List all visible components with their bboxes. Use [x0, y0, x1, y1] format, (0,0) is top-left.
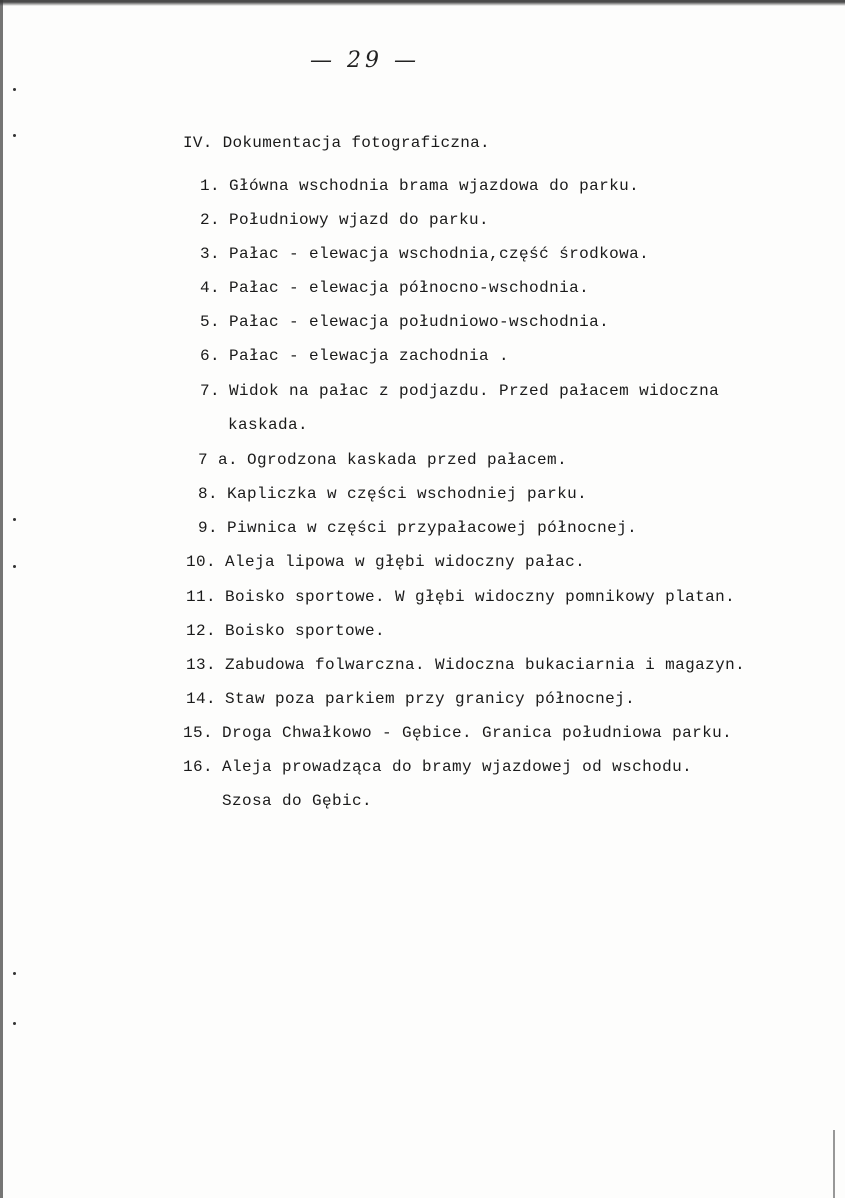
list-item-text: Pałac - elewacja północno-wschodnia.	[229, 279, 590, 297]
list-item-text: Ogrodzona kaskada przed pałacem.	[247, 451, 568, 469]
list-item-text: Kapliczka w części wschodniej parku.	[227, 485, 588, 503]
list-item-number: 2.	[200, 211, 221, 229]
list-item	[200, 347, 509, 365]
list-item-text: Pałac - elewacja zachodnia .	[229, 347, 510, 365]
list-item-continuation: Szosa do Gębic.	[222, 792, 373, 810]
list-item	[200, 279, 589, 297]
list-item-text: Zabudowa folwarczna. Widoczna bukaciarnia i magazyn.	[225, 656, 746, 674]
list-item-number: 6.	[200, 347, 221, 365]
list-item-continuation: kaskada.	[228, 416, 309, 434]
list-item-text: Droga Chwałkowo - Gębice. Granica południowa parku.	[222, 724, 733, 742]
list-item-number: 3.	[200, 245, 221, 263]
scan-left-edge	[0, 0, 3, 1198]
list-item-number: 4.	[200, 279, 221, 297]
list-item-number: 11.	[186, 588, 217, 606]
list-item-number: 14.	[186, 690, 217, 708]
list-item-number: 8.	[198, 485, 219, 503]
list-item-text: Boisko sportowe.	[225, 622, 386, 640]
scan-speck	[13, 1022, 16, 1025]
scan-speck	[13, 518, 16, 521]
list-item	[198, 519, 637, 537]
list-item-number: 7 a.	[198, 451, 239, 469]
scan-speck	[13, 565, 16, 568]
list-item	[186, 656, 745, 674]
list-item	[200, 211, 489, 229]
list-item-text: Pałac - elewacja wschodnia,część środkowa.	[229, 245, 650, 263]
list-item-text: Pałac - elewacja południowo-wschodnia.	[229, 313, 610, 331]
list-item	[200, 382, 719, 400]
list-item-number: 16.	[183, 758, 214, 776]
scan-speck	[13, 88, 16, 91]
list-item	[200, 177, 639, 195]
list-item-number: 10.	[186, 553, 217, 571]
scan-speck	[13, 134, 16, 137]
list-item	[186, 553, 585, 571]
list-item-text: Aleja lipowa w głębi widoczny pałac.	[225, 553, 586, 571]
scan-speck	[13, 972, 16, 975]
list-item-text: Boisko sportowe. W głębi widoczny pomnikowy platan.	[225, 588, 736, 606]
list-item-text: Główna wschodnia brama wjazdowa do parku.	[229, 177, 640, 195]
list-item-text: Aleja prowadząca do bramy wjazdowej od wschodu.	[222, 758, 693, 776]
list-item-number: 9.	[198, 519, 219, 537]
list-item	[198, 485, 587, 503]
list-item	[183, 758, 692, 776]
list-item-number: 7.	[200, 382, 221, 400]
list-item	[186, 690, 635, 708]
list-item-number: 13.	[186, 656, 217, 674]
list-item	[198, 451, 567, 469]
list-item	[183, 724, 732, 742]
list-item-number: 1.	[200, 177, 221, 195]
list-item	[200, 313, 609, 331]
list-item	[186, 588, 735, 606]
list-item-text: Staw poza parkiem przy granicy północnej.	[225, 690, 636, 708]
list-item-number: 12.	[186, 622, 217, 640]
list-item	[200, 245, 649, 263]
scan-top-edge	[0, 0, 845, 6]
list-item-text: Widok na pałac z podjazdu. Przed pałacem widoczna	[229, 382, 720, 400]
page-number: — 29 —	[310, 48, 420, 73]
scan-right-edge	[833, 1130, 835, 1198]
list-item-number: 5.	[200, 313, 221, 331]
list-item	[186, 622, 385, 640]
list-item-text: Piwnica w części przypałacowej północnej.	[227, 519, 638, 537]
section-heading: IV. Dokumentacja fotograficzna.	[183, 134, 490, 152]
list-item-number: 15.	[183, 724, 214, 742]
list-item-text: Południowy wjazd do parku.	[229, 211, 490, 229]
